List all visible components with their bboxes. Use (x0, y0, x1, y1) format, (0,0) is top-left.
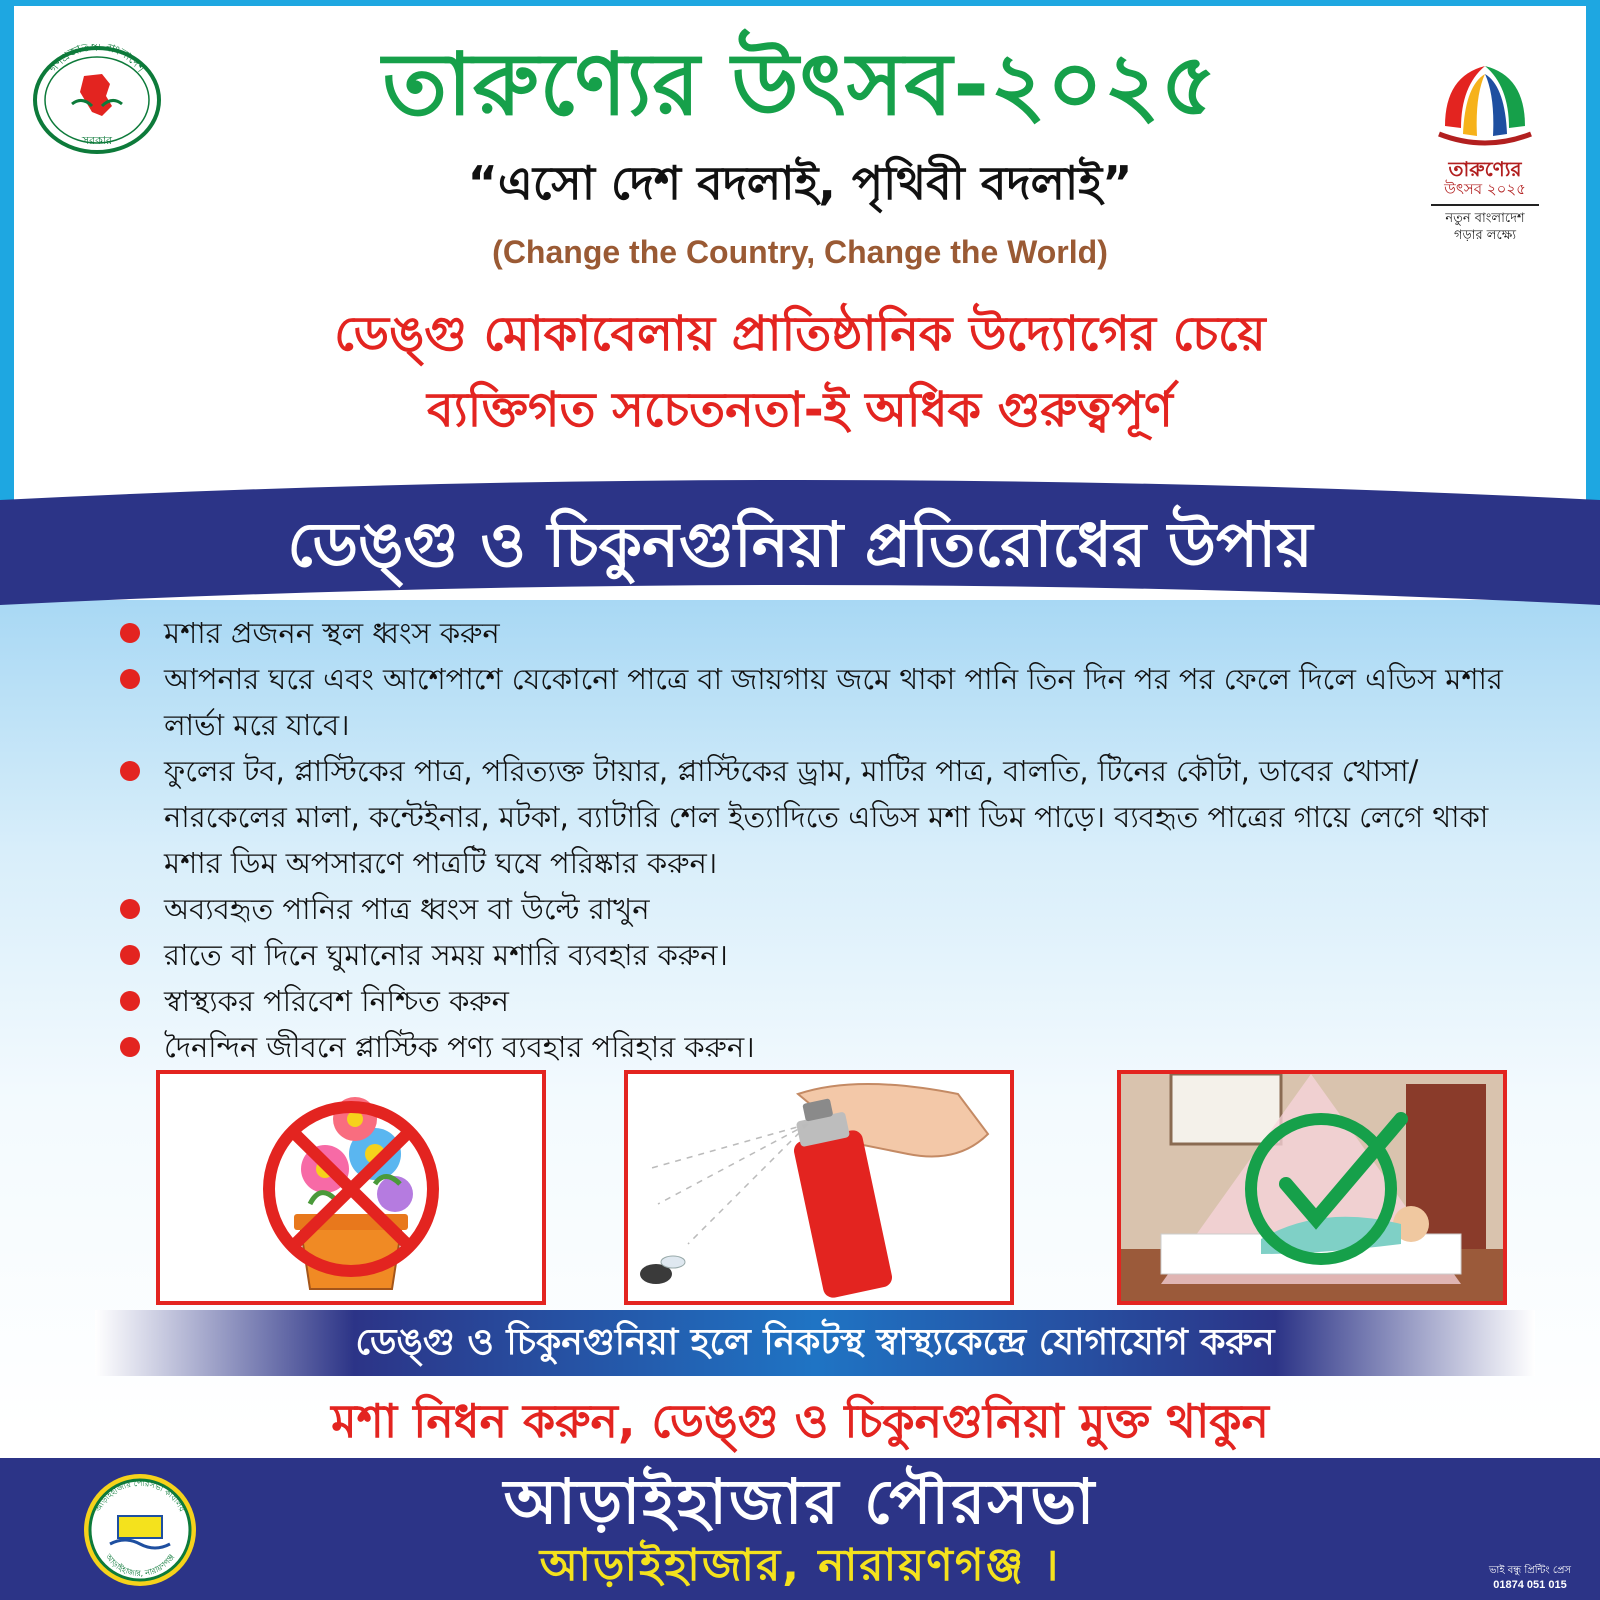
list-item (120, 656, 1520, 748)
organization-location: আড়াইহাজার, নারায়ণগঞ্জ । (539, 1540, 1061, 1591)
tip-text: রাতে বা দিনে ঘুমানোর সময় মশারি ব্যবহার করুন। (164, 938, 728, 972)
page-title: তারুণ্যের উৎসব-২০২৫ (382, 35, 1218, 135)
fest-flame-icon (1425, 56, 1545, 156)
warning-line2: ব্যক্তিগত সচেতনতা-ই অধিক গুরুত্বপূর্ণ (427, 382, 1173, 438)
list-item (120, 978, 1520, 1024)
mosquito-net-check-icon (1117, 1070, 1507, 1305)
municipality-seal-icon (80, 1470, 200, 1590)
list-item (120, 886, 1520, 932)
fest-divider (1431, 204, 1539, 206)
tip-text: মশার প্রজনন স্থল ধ্বংস করুন (164, 616, 500, 650)
bullet-icon (120, 899, 140, 919)
tip-text: অব্যবহৃত পানির পাত্র ধ্বংস বা উল্টে রাখুন (164, 892, 650, 926)
muni-seal-text-bottom: আড়াইহাজার, নারায়ণগঞ্জ (103, 1552, 177, 1579)
fest-tagline-line1: নতুন বাংলাদেশ (1445, 211, 1525, 226)
muni-seal-text-top: আড়াইহাজার পৌরসভা কার্যালয় (93, 1478, 187, 1514)
printer-phone: 01874 051 015 (1493, 1579, 1567, 1591)
list-item (120, 1024, 1520, 1070)
slogan-english: (Change the Country, Change the World) (492, 234, 1108, 270)
bullet-icon (120, 623, 140, 643)
tip-text: ফুলের টব, প্লাস্টিকের পাত্র, পরিত্যক্ত টায়ার, প্লাস্টিকের ড্রাম, মাটির পাত্র, বালতি, টিনের কৌটা, ডাবের খোসা/নারকেলের মালা, কন্টেইনার, মটকা, ব্যাটারি শেল ইত্যাদিতে এডিস মশা ডিম পাড়ে। ব্যবহৃত পাত্রের গায়ে লেগে থাকা মশার ডিম অপসারণে পাত্রটি ঘষে পরিষ্কার করুন। (164, 754, 1489, 880)
tip-text: দৈনন্দিন জীবনে প্লাস্টিক পণ্য ব্যবহার পরিহার করুন। (164, 1030, 755, 1064)
warning-line1: ডেঙ্গু মোকাবেলায় প্রাতিষ্ঠানিক উদ্যোগের চেয়ে (334, 306, 1266, 362)
warning-message (60, 296, 1540, 448)
govt-seal-icon (22, 44, 172, 156)
right-border (1586, 0, 1600, 500)
insect-spray-icon (624, 1070, 1014, 1305)
bullet-icon (120, 991, 140, 1011)
contact-notice: ডেঙ্গু ও চিকুনগুনিয়া হলে নিকটস্থ স্বাস্থ্যকেন্দ্রে যোগাযোগ করুন (355, 1322, 1275, 1363)
bullet-icon (120, 945, 140, 965)
list-item (120, 748, 1520, 886)
bullet-icon (120, 1037, 140, 1057)
printer-name: ভাই বন্ধু প্রিন্টিং প্রেস (1488, 1565, 1572, 1576)
fest-name-line2: উৎসব ২০২৫ (1444, 180, 1526, 198)
fest-name-line1: তারুণ্যের (1448, 157, 1522, 181)
tip-text: স্বাস্থ্যকর পরিবেশ নিশ্চিত করুন (164, 984, 509, 1018)
fest-logo (1410, 56, 1560, 256)
fest-tagline-line2: গড়ার লক্ষ্যে (1453, 228, 1517, 243)
slogan: “এসো দেশ বদলাই, পৃথিবী বদলাই” (467, 156, 1133, 210)
seal-text-top: গণপ্রজাতন্ত্রী বাংলাদেশ (46, 44, 148, 75)
printer-credit (1470, 1564, 1590, 1593)
prevention-tips-list (120, 610, 1520, 1070)
left-border (0, 0, 14, 500)
tip-text: আপনার ঘরে এবং আশেপাশে যেকোনো পাত্রে বা জায়গায় জমে থাকা পানি তিন দিন পর পর ফেলে দিলে এডিস মশার লার্ভা মরে যাবে। (164, 662, 1503, 742)
seal-text-bottom: সরকার (81, 134, 113, 147)
list-item (120, 932, 1520, 978)
organization-name: আড়াইহাজার পৌরসভা (503, 1465, 1097, 1538)
top-border (0, 0, 1600, 6)
flower-pot-crossed-icon (156, 1070, 546, 1305)
banner-title: ডেঙ্গু ও চিকুনগুনিয়া প্রতিরোধের উপায় (287, 508, 1313, 581)
closing-slogan: মশা নিধন করুন, ডেঙ্গু ও চিকুনগুনিয়া মুক্ত থাকুন (331, 1394, 1269, 1448)
bullet-icon (120, 669, 140, 689)
bullet-icon (120, 761, 140, 781)
list-item (120, 610, 1520, 656)
